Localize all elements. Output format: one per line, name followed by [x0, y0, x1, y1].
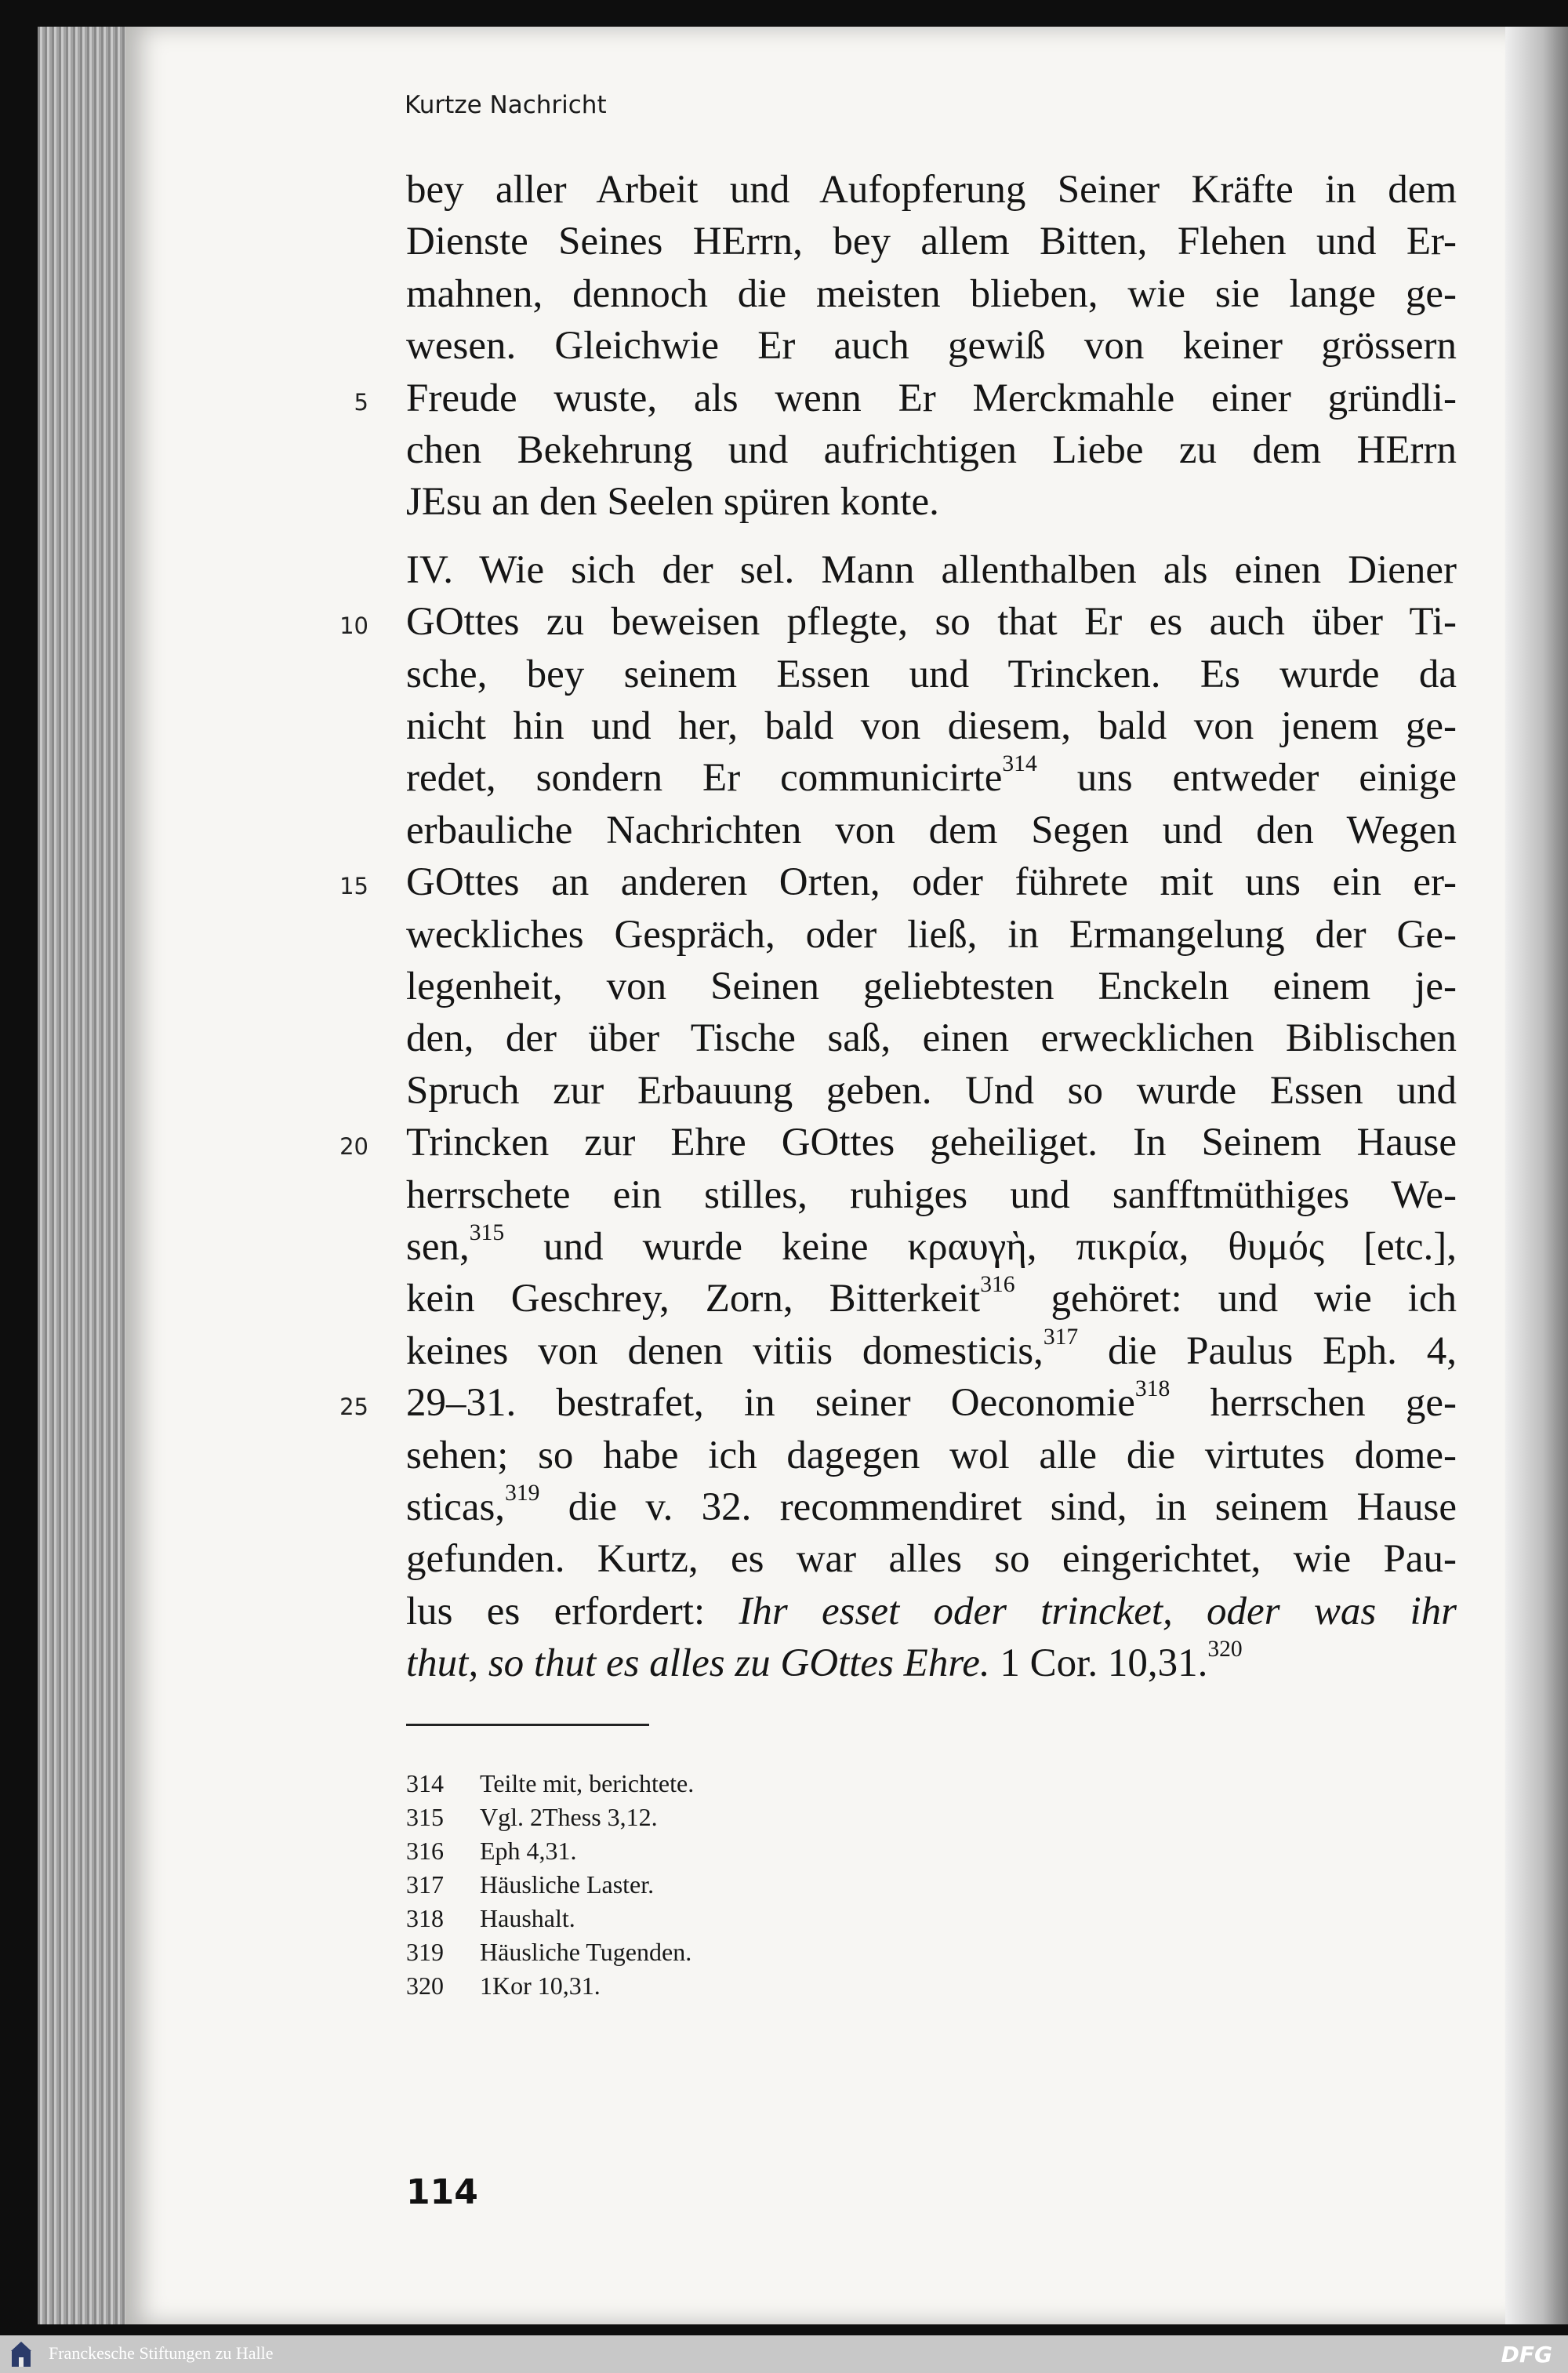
- footnote-reference: 319: [505, 1480, 540, 1506]
- text-span: sehen; so habe ich dagegen wol alle die virtutes dome-: [406, 1433, 1457, 1477]
- line-number: 20: [339, 1133, 368, 1161]
- book-gutter: [1505, 27, 1568, 2324]
- footnote-number: 314: [406, 1769, 444, 1797]
- italic-text: thut, so thut es alles zu GOttes Ehre.: [406, 1641, 990, 1686]
- footnote: [406, 1938, 691, 1967]
- footnote: [406, 1769, 694, 1798]
- text-line: [406, 545, 1457, 595]
- text-span: den, der über Tische saß, einen erwecklichen Biblischen: [406, 1016, 1457, 1061]
- line-number: 10: [339, 612, 368, 640]
- text-span: die v. 32. recommendiret sind, in seinem Hause: [539, 1485, 1457, 1529]
- text-line: [406, 165, 1457, 215]
- text-span: mahnen, dennoch die meisten blieben, wie sie lange ge-: [406, 271, 1457, 316]
- text-span: 29–31. bestrafet, in seiner Oeconomie: [406, 1381, 1135, 1426]
- text-span: nicht hin und her, bald von diesem, bald von jenem ge-: [406, 704, 1457, 748]
- text-span: Freude wuste, als wenn Er Merckmahle einer gründli-: [406, 376, 1457, 420]
- text-span: redet, sondern Er communicirte: [406, 756, 1003, 801]
- text-span: IV. Wie sich der sel. Mann allenthalben als einen Diener: [406, 547, 1457, 592]
- text-span: GOttes zu beweisen pflegte, so that Er es auch über Ti-: [406, 600, 1457, 645]
- text-line: [406, 1638, 1457, 1688]
- text-line: [406, 649, 1457, 700]
- text-span: erbauliche Nachrichten von dem Segen und den Wegen: [406, 808, 1457, 852]
- text-span: und wurde keine κραυγὴ, πικρία, θυμός [etc.],: [504, 1225, 1457, 1269]
- footnote-number: 319: [406, 1938, 444, 1966]
- text-line: [406, 373, 1457, 423]
- text-line: [406, 1378, 1457, 1428]
- footnote-text: Häusliche Laster.: [480, 1870, 655, 1899]
- text-line: [406, 1066, 1457, 1116]
- text-line: [406, 857, 1457, 907]
- footnote-rule: [406, 1724, 649, 1726]
- text-line: [406, 1482, 1457, 1532]
- footnote-number: 318: [406, 1904, 444, 1932]
- text-line: [406, 1274, 1457, 1324]
- footnote: [406, 1870, 654, 1899]
- text-span: sche, bey seinem Essen und Trincken. Es wurde da: [406, 652, 1457, 696]
- institution-logo-icon: [9, 2340, 33, 2368]
- text-line: [406, 477, 1457, 527]
- footnote-reference: 317: [1043, 1324, 1079, 1350]
- text-span: uns entweder einige: [1036, 756, 1457, 801]
- text-span: gehöret: und wie ich: [1014, 1277, 1457, 1321]
- text-line: [406, 753, 1457, 803]
- footnote-text: Häusliche Tugenden.: [480, 1938, 692, 1966]
- line-number: 25: [339, 1394, 368, 1421]
- line-number: 15: [339, 873, 368, 900]
- text-span: JEsu an den Seelen spüren konte.: [406, 480, 939, 525]
- footnote-number: 320: [406, 1971, 444, 2000]
- text-span: lus es erfordert:: [406, 1589, 739, 1633]
- page-number: 114: [406, 2172, 478, 2212]
- text-span: keines von denen vitiis domesticis,: [406, 1328, 1044, 1373]
- line-number: 5: [354, 388, 368, 416]
- text-span: sen,: [406, 1225, 470, 1269]
- text-span: GOttes an anderen Orten, oder führete mit uns ein er-: [406, 860, 1457, 905]
- text-span: bey aller Arbeit und Aufopferung Seiner Kräfte in dem: [406, 168, 1457, 212]
- text-span: legenheit, von Seinen geliebtesten Enckeln einem je-: [406, 965, 1457, 1008]
- text-line: [406, 425, 1457, 475]
- text-span: weckliches Gespräch, oder ließ, in Ermangelung der Ge-: [406, 912, 1457, 957]
- text-span: herrschen ge-: [1170, 1381, 1457, 1426]
- text-line: [406, 1013, 1457, 1063]
- text-span: 1 Cor. 10,31.: [989, 1641, 1208, 1686]
- text-line: [406, 961, 1457, 1012]
- footnote-text: Teilte mit, berichtete.: [480, 1769, 695, 1797]
- footnote: [406, 1803, 658, 1832]
- text-line: [406, 1586, 1457, 1637]
- text-span: Dienste Seines HErrn, bey allem Bitten, Flehen und Er-: [406, 220, 1457, 264]
- footnote: [406, 1837, 577, 1866]
- viewer-footer-bar: [0, 2335, 1568, 2373]
- text-line: [406, 1170, 1457, 1220]
- text-line: [406, 1219, 1457, 1272]
- text-span: wesen. Gleichwie Er auch gewiß von keiner grössern: [406, 324, 1457, 369]
- text-span: Spruch zur Erbauung geben. Und so wurde Essen und: [406, 1068, 1457, 1113]
- footnote-reference: 318: [1134, 1376, 1171, 1402]
- footnote-reference: 320: [1207, 1637, 1243, 1663]
- book-page-edges: [38, 27, 140, 2324]
- text-line: [406, 1430, 1457, 1481]
- text-span: herrschete ein stilles, ruhiges und sanfftmüthiges We-: [406, 1172, 1457, 1217]
- footnote-text: Haushalt.: [480, 1904, 575, 1932]
- dfg-logo: DFG: [1501, 2342, 1552, 2368]
- text-span: die Paulus Eph. 4,: [1078, 1328, 1457, 1373]
- footnote-text: Vgl. 2Thess 3,12.: [480, 1803, 658, 1831]
- footnote-text: 1Kor 10,31.: [480, 1971, 601, 2000]
- text-line: [406, 597, 1457, 647]
- footnote-text: Eph 4,31.: [480, 1837, 577, 1865]
- footnote-number: 315: [406, 1803, 444, 1831]
- footnote-reference: 315: [469, 1219, 505, 1245]
- text-line: [406, 1534, 1457, 1584]
- text-span: gefunden. Kurtz, es war alles so eingerichtet, wie Pau-: [406, 1537, 1457, 1582]
- footnote-number: 317: [406, 1870, 444, 1899]
- text-line: [406, 269, 1457, 319]
- text-span: Trincken zur Ehre GOttes geheiliget. In Seinem Hause: [406, 1121, 1457, 1165]
- italic-text: Ihr esset oder trincket, oder was ihr: [739, 1589, 1457, 1633]
- text-line: [406, 805, 1457, 856]
- institution-name: Franckesche Stiftungen zu Halle: [49, 2343, 274, 2363]
- text-line: [406, 910, 1457, 960]
- text-line: [406, 1326, 1457, 1376]
- footnote-reference: 314: [1002, 751, 1037, 777]
- footnote-reference: 316: [980, 1272, 1015, 1298]
- text-span: chen Bekehrung und aufrichtigen Liebe zu dem HErrn: [406, 428, 1457, 472]
- footnote: [406, 1971, 601, 2001]
- text-span: sticas,: [406, 1485, 506, 1529]
- text-span: kein Geschrey, Zorn, Bitterkeit: [406, 1277, 981, 1321]
- footnote: [406, 1904, 575, 1933]
- footnote-number: 316: [406, 1837, 444, 1865]
- text-line: [406, 321, 1457, 371]
- text-line: [406, 701, 1457, 751]
- text-line: [406, 1117, 1457, 1168]
- book-page: [125, 27, 1513, 2324]
- text-line: [406, 216, 1457, 267]
- running-head: Kurtze Nachricht: [405, 91, 607, 119]
